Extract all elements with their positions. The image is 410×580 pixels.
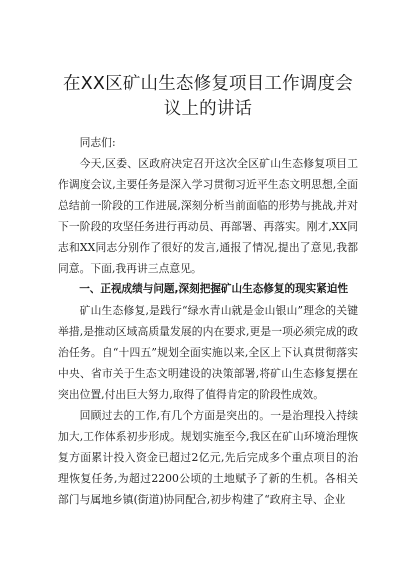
section-heading: 一、正视成绩与问题,深刻把握矿山生态修复的现实紧迫性 (79, 283, 349, 295)
opening-paragraph: 今天,区委、区政府决定召开这次全区矿山生态修复项目工作调度会议,主要任务是深入学习贯彻习近平生态文明思想,全面总结前一阶段的工作进展,深刻分析当前面临的形势与挑战,并对下一阶段的攻坚任务进行再动员、再部署、再落实。刚才,XX同志和XX同志分别作了很好的发言,通报了情况,提出了意见,我都同意。下面,我再讲三点意见。 (58, 157, 358, 275)
document-title: 在XX区矿山生态修复项目工作调度会议上的讲话 (63, 74, 353, 119)
salutation: 同志们: (79, 136, 116, 149)
section-paragraph-1: 矿山生态修复,是践行“绿水青山就是金山银山”理念的关键举措,是推动区域高质量发展的内在要求,更是一项必须完成的政治任务。自“十四五”规划全面实施以来,全区上下认真贯彻落实中央、省市关于生态文明建设的决策部署,将矿山生态修复摆在突出位置,付出巨大努力,取得了值得肯定的阶段性成效。 (58, 304, 358, 401)
section-paragraph-2: 回顾过去的工作,有几个方面是突出的。一是治理投入持续加大,工作体系初步形成。规划实施至今,我区在矿山环境治理恢复方面累计投入资金已超过2亿元,先后完成多个重点项目的治理恢复任务,为超过2200公顷的土地赋予了新的生机。各相关部门与属地乡镇(街道)协同配合,初步构建了“政府主导、企业 (58, 409, 358, 506)
document-page (58, 72, 358, 510)
